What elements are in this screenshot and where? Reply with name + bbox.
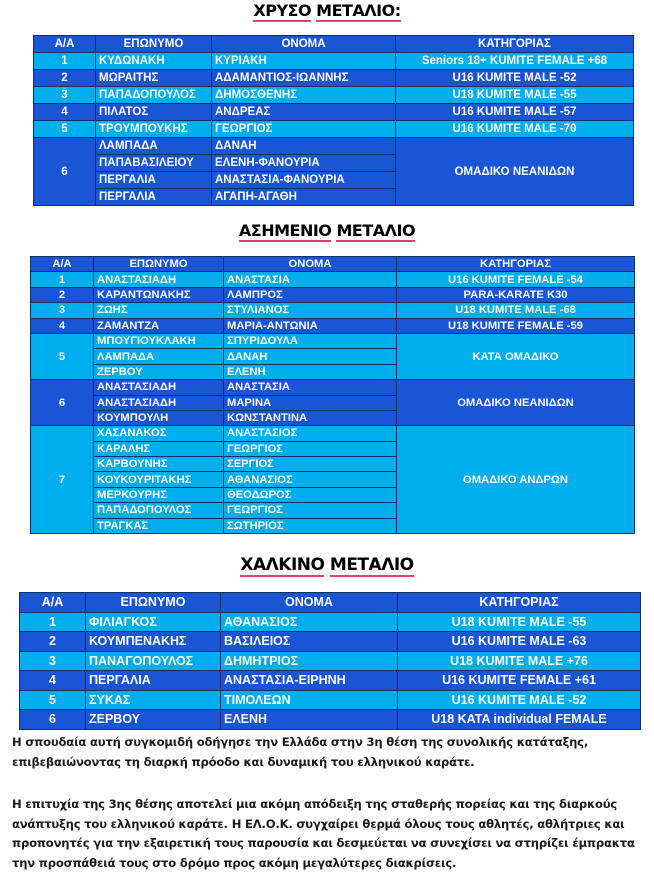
table-row	[34, 87, 634, 104]
summary-paragraph-2: Η επιτυχία της 3ης θέσης αποτελεί μια ακόμη απόδειξη της σταθερής πορείας και της διαρκούς ανάπτυξης του ελληνικού καράτε. Η ΕΛ.Ο.Κ. συγχαίρει θερμά όλους τους αθλητές, αθλήτριες και προπονητές για την εξαιρετική τους παρουσία και δεσμεύεται να συνεχίσει να στηρίζει έμπρακτα την προσπάθειά τους στο δρόμο προς ακόμη μεγαλύτερες διακρίσεις.	[12, 797, 635, 870]
cell-surname: ΚΑΡΑΛΗΣ	[94, 441, 224, 456]
cell-name: ΒΑΣΙΛΕΙΟΣ	[221, 632, 398, 652]
gold-medal-table	[33, 35, 634, 206]
cell-surname: ΚΑΡΒΟΥΝΗΣ	[94, 457, 224, 472]
cell-surname: ΣΥΚΑΣ	[86, 690, 221, 710]
table-row	[20, 710, 641, 730]
cell-surname: ΠΑΠΑΒΑΣΙΛΕΙΟΥ	[96, 155, 212, 172]
cell-name: ΔΗΜΟΣΘΕΝΗΣ	[212, 87, 396, 104]
heading-word: ΧΑΛΚΙΝΟ	[240, 555, 325, 575]
cell-name: ΑΓΑΠΗ-ΑΓΑΘΗ	[212, 189, 396, 206]
table-row	[20, 651, 641, 671]
cell-aa: 5	[20, 690, 86, 710]
cell-category: U18 KUMITE MALE +76	[398, 651, 641, 671]
cell-name: ΕΛΕΝΗ	[224, 364, 397, 379]
cell-name: ΑΝΑΣΤΑΣΙΑ-ΕΙΡΗΝΗ	[221, 671, 398, 691]
col-header-aa: Α/Α	[34, 36, 96, 53]
cell-surname: ΑΝΑΣΤΑΣΙΑΔΗ	[94, 380, 224, 395]
cell-category: PARA-KARATE K30	[397, 287, 635, 302]
cell-name: ΘΕΟΔΩΡΟΣ	[224, 487, 397, 502]
cell-name: ΑΝΑΣΤΑΣΙΑ-ΦΑΝΟΥΡΙΑ	[212, 172, 396, 189]
cell-name: ΓΕΩΡΓΙΟΣ	[224, 503, 397, 518]
cell-surname: ΖΕΡΒΟΥ	[86, 710, 221, 730]
heading-word: ΜΕΤΑΛΙΟ:	[316, 1, 401, 20]
table-row	[31, 272, 635, 287]
cell-category: U16 KUMITE MALE -57	[396, 104, 634, 121]
cell-name: ΕΛΕΝΗ-ΦΑΝΟΥΡΙΑ	[212, 155, 396, 172]
team-row	[34, 138, 634, 155]
cell-category: U18 KATA individual FEMALE	[398, 710, 641, 730]
cell-surname: ΠΙΛΑΤΟΣ	[96, 104, 212, 121]
cell-category: U16 KUMITE MALE -52	[396, 70, 634, 87]
cell-name: ΑΝΑΣΤΑΣΙΑ	[224, 380, 397, 395]
cell-aa: 4	[20, 671, 86, 691]
summary-paragraph-1: Η σπουδαία αυτή συγκομιδή οδήγησε την Ελλάδα στην 3η θέση της συνολικής κατάταξης, επιβεβαιώνοντας τη διαρκή πρόοδο και δυναμική του ελληνικού καράτε.	[12, 735, 589, 769]
cell-name: ΣΩΤΗΡΙΟΣ	[224, 518, 397, 533]
cell-aa: 5	[31, 333, 94, 379]
cell-category: ΚΑΤΑ ΟΜΑΔΙΚΟ	[397, 333, 635, 379]
cell-aa: 7	[31, 426, 94, 534]
cell-aa: 5	[34, 121, 96, 138]
cell-name: ΚΥΡΙΑΚΗ	[212, 53, 396, 70]
cell-surname: ΚΟΥΜΠΟΥΛΗ	[94, 410, 224, 425]
col-header-category: ΚΑΤΗΓΟΡΙΑΣ	[396, 36, 634, 53]
cell-category: Seniors 18+ KUMITE FEMALE +68	[396, 53, 634, 70]
cell-surname: ΠΕΡΓΑΛΙΑ	[96, 172, 212, 189]
table-row	[31, 287, 635, 302]
table-row	[20, 671, 641, 691]
cell-aa: 2	[31, 287, 94, 302]
table-header-row	[20, 593, 641, 613]
cell-surname: ΜΩΡΑΙΤΗΣ	[96, 70, 212, 87]
table-row	[20, 612, 641, 632]
cell-surname: ΖΕΡΒΟΥ	[94, 364, 224, 379]
cell-category: U18 KUMITE FEMALE -59	[397, 318, 635, 333]
cell-name: ΤΙΜΟΛΕΩΝ	[221, 690, 398, 710]
table-row	[34, 104, 634, 121]
cell-surname: ΦΙΛΙΑΓΚΟΣ	[86, 612, 221, 632]
cell-surname: ΖΑΜΑΝΤΖΑ	[94, 318, 224, 333]
bronze-medal-heading	[0, 555, 654, 575]
bronze-medal-table	[19, 592, 641, 730]
table-row	[34, 53, 634, 70]
cell-aa: 1	[34, 53, 96, 70]
cell-name: ΜΑΡΙΝΑ	[224, 395, 397, 410]
cell-surname: ΧΑΣΑΝΑΚΟΣ	[94, 426, 224, 441]
cell-surname: ΤΡΑΓΚΑΣ	[94, 518, 224, 533]
col-header-surname: ΕΠΩΝΥΜΟ	[94, 257, 224, 272]
cell-aa: 6	[31, 380, 94, 426]
col-header-surname: ΕΠΩΝΥΜΟ	[86, 593, 221, 613]
col-header-surname: ΕΠΩΝΥΜΟ	[96, 36, 212, 53]
table-row	[34, 121, 634, 138]
cell-category: U16 KUMITE FEMALE +61	[398, 671, 641, 691]
table-row	[20, 690, 641, 710]
silver-medal-heading	[0, 221, 654, 240]
cell-name: ΕΛΕΝΗ	[221, 710, 398, 730]
cell-name: ΣΤΥΛΙΑΝΟΣ	[224, 303, 397, 318]
cell-name: ΚΩΝΣΤΑΝΤΙΝΑ	[224, 410, 397, 425]
table-row	[31, 303, 635, 318]
cell-surname: ΑΝΑΣΤΑΣΙΑΔΗ	[94, 272, 224, 287]
cell-surname: ΜΠΟΥΓΙΟΥΚΛΑΚΗ	[94, 333, 224, 348]
table-row	[31, 318, 635, 333]
heading-word: ΜΕΤΑΛΙΟ	[329, 555, 414, 575]
col-header-category: ΚΑΤΗΓΟΡΙΑΣ	[397, 257, 635, 272]
gold-medal-heading	[0, 1, 654, 20]
cell-category: U18 KUMITE MALE -55	[396, 87, 634, 104]
cell-aa: 1	[20, 612, 86, 632]
table-row	[34, 70, 634, 87]
cell-name: ΑΘΑΝΑΣΙΟΣ	[224, 472, 397, 487]
cell-aa: 4	[31, 318, 94, 333]
heading-word: ΑΣΗΜΕΝΙΟ	[238, 221, 332, 240]
cell-aa: 1	[31, 272, 94, 287]
cell-surname: ΛΑΜΠΑΔΑ	[96, 138, 212, 155]
cell-surname: ΠΑΠΑΔΟΠΟΥΛΟΣ	[94, 503, 224, 518]
table-header-row	[34, 36, 634, 53]
cell-category: U18 KUMITE MALE -55	[398, 612, 641, 632]
cell-surname: ΚΥΔΩΝΑΚΗ	[96, 53, 212, 70]
col-header-category: ΚΑΤΗΓΟΡΙΑΣ	[398, 593, 641, 613]
silver-medal-table	[30, 256, 635, 534]
cell-aa: 2	[20, 632, 86, 652]
col-header-aa: Α/Α	[31, 257, 94, 272]
cell-name: ΛΑΜΠΡΟΣ	[224, 287, 397, 302]
cell-category: U18 KUMITE MALE -68	[397, 303, 635, 318]
cell-surname: ΛΑΜΠΑΔΑ	[94, 349, 224, 364]
team-row	[31, 380, 635, 395]
cell-surname: ΖΩΗΣ	[94, 303, 224, 318]
cell-name: ΣΠΥΡΙΔΟΥΛΑ	[224, 333, 397, 348]
cell-category: U16 KUMITE MALE -70	[396, 121, 634, 138]
cell-category: ΟΜΑΔΙΚΟ ΝΕΑΝΙΔΩΝ	[396, 138, 634, 206]
cell-name: ΑΝΑΣΤΑΣΙΟΣ	[224, 426, 397, 441]
cell-category: U16 KUMITE MALE -63	[398, 632, 641, 652]
heading-word: ΧΡΥΣΟ	[253, 1, 312, 20]
team-row	[31, 333, 635, 348]
cell-name: ΔΑΝΑΗ	[224, 349, 397, 364]
cell-surname: ΠΑΠΑΔΟΠΟΥΛΟΣ	[96, 87, 212, 104]
cell-aa: 6	[20, 710, 86, 730]
cell-aa: 3	[31, 303, 94, 318]
cell-aa: 6	[34, 138, 96, 206]
cell-name: ΓΕΩΡΓΙΟΣ	[224, 441, 397, 456]
table-row	[20, 632, 641, 652]
cell-aa: 3	[34, 87, 96, 104]
table-header-row	[31, 257, 635, 272]
cell-surname: ΠΕΡΓΑΛΙΑ	[96, 189, 212, 206]
cell-name: ΜΑΡΙΑ-ΑΝΤΩΝΙΑ	[224, 318, 397, 333]
cell-surname: ΠΑΝΑΓΟΠΟΥΛΟΣ	[86, 651, 221, 671]
cell-name: ΑΝΑΣΤΑΣΙΑ	[224, 272, 397, 287]
heading-word: ΜΕΤΑΛΙΟ	[336, 221, 416, 240]
cell-name: ΓΕΩΡΓΙΟΣ	[212, 121, 396, 138]
team-row	[31, 426, 635, 441]
cell-surname: ΚΑΡΑΝΤΩΝΑΚΗΣ	[94, 287, 224, 302]
cell-surname: ΤΡΟΥΜΠΟΥΚΗΣ	[96, 121, 212, 138]
cell-category: U16 KUMITE MALE -52	[398, 690, 641, 710]
cell-surname: ΑΝΑΣΤΑΣΙΑΔΗ	[94, 395, 224, 410]
cell-aa: 4	[34, 104, 96, 121]
col-header-name: ΟΝΟΜΑ	[221, 593, 398, 613]
cell-category: U16 KUMITE FEMALE -54	[397, 272, 635, 287]
cell-aa: 2	[34, 70, 96, 87]
cell-name: ΣΕΡΓΙΟΣ	[224, 457, 397, 472]
cell-surname: ΠΕΡΓΑΛΙΑ	[86, 671, 221, 691]
cell-surname: ΚΟΥΜΠΕΝΑΚΗΣ	[86, 632, 221, 652]
col-header-name: ΟΝΟΜΑ	[224, 257, 397, 272]
cell-name: ΔΑΝΑΗ	[212, 138, 396, 155]
cell-name: ΑΝΔΡΕΑΣ	[212, 104, 396, 121]
cell-name: ΑΔΑΜΑΝΤΙΟΣ-ΙΩΑΝΝΗΣ	[212, 70, 396, 87]
col-header-aa: Α/Α	[20, 593, 86, 613]
cell-name: ΔΗΜΗΤΡΙΟΣ	[221, 651, 398, 671]
cell-name: ΑΘΑΝΑΣΙΟΣ	[221, 612, 398, 632]
cell-surname: ΚΟΥΚΟΥΡΙΤΑΚΗΣ	[94, 472, 224, 487]
cell-category: ΟΜΑΔΙΚΟ ΝΕΑΝΙΔΩΝ	[397, 380, 635, 426]
col-header-name: ΟΝΟΜΑ	[212, 36, 396, 53]
cell-surname: ΜΕΡΚΟΥΡΗΣ	[94, 487, 224, 502]
cell-category: ΟΜΑΔΙΚΟ ΑΝΔΡΩΝ	[397, 426, 635, 534]
cell-aa: 3	[20, 651, 86, 671]
